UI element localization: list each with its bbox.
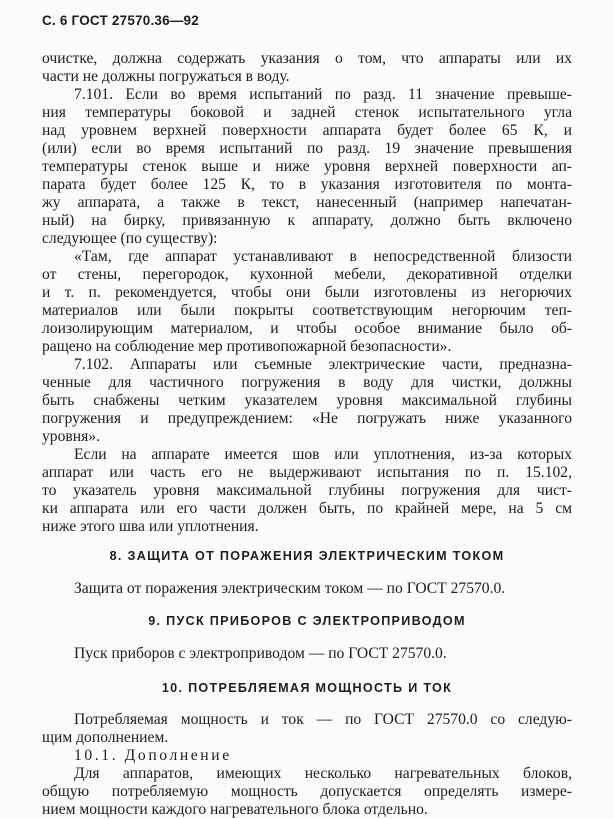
text-line: быть снабжены четким указателем уровня максимальной глубины — [42, 392, 572, 409]
section-heading-8: 8. ЗАЩИТА ОТ ПОРАЖЕНИЯ ЭЛЕКТРИЧЕСКИМ ТОКОМ — [109, 549, 505, 563]
text-line: ния температуры боковой и задней стенок испытательного угла — [42, 104, 572, 121]
text-line: (или) если во время испытаний по разд. 19 значение превышения — [42, 140, 572, 157]
page-number: С. 6 — [42, 13, 68, 28]
text-line: погружения и предупреждением: «Не погружать ниже указанного — [42, 410, 572, 427]
text-line: ниже этого шва или уплотнения. — [42, 518, 259, 535]
text-line: Пуск приборов с электроприводом — по ГОСТ 27570.0. — [74, 645, 447, 662]
text-line: следующее (по существу): — [42, 230, 218, 247]
text-line: 7.102. Аппараты или съемные электрические части, предназна- — [74, 356, 572, 373]
text-line: и т. п. рекомендуется, чтобы они были изготовлены из негорючих — [42, 284, 572, 301]
text-line: очистке, должна содержать указания о том, что аппараты или их — [42, 50, 572, 67]
section-heading-9: 9. ПУСК ПРИБОРОВ С ЭЛЕКТРОПРИВОДОМ — [148, 614, 466, 628]
text-line: Для аппаратов, имеющих несколько нагревательных блоков, — [74, 765, 572, 782]
text-line: ченные для частичного погружения в воду для чистки, должны — [42, 374, 572, 391]
text-line: «Там, где аппарат устанавливают в непосредственной близости — [74, 248, 572, 265]
text-line: Потребляемая мощность и ток — по ГОСТ 27570.0 со следую- — [74, 711, 572, 728]
subsection-title: 10.1. Дополнение — [74, 747, 232, 764]
text-line: материалов или были покрыты соответствующим негорючим теп- — [42, 302, 572, 319]
text-line: уровня». — [42, 428, 100, 445]
text-line: аппарат или часть его не выдерживают испытания по п. 15.102, — [42, 464, 572, 481]
text-line: части не должны погружаться в воду. — [42, 68, 290, 85]
text-line: от стены, перегородок, кухонной мебели, декоративной отделки — [42, 266, 572, 283]
text-line: парата будет более 125 К, то в указания изготовителя по монта- — [42, 176, 572, 193]
text-line: температуры стенок выше и ниже уровня верхней поверхности ап- — [42, 158, 572, 175]
text-line: то указатель уровня максимальной глубины погружения для чист- — [42, 482, 572, 499]
text-line: ки аппарата или его части должен быть, по крайней мере, на 5 см — [42, 500, 572, 517]
section-heading-10: 10. ПОТРЕБЛЯЕМАЯ МОЩНОСТЬ И ТОК — [161, 681, 453, 695]
text-line: общую потребляемую мощность допускается определять измере- — [42, 783, 572, 800]
text-line: ный) на бирку, привязанную к аппарату, должно быть включено — [42, 212, 572, 229]
text-line: нием мощности каждого нагревательного блока отдельно. — [42, 801, 428, 818]
text-line: щим дополнением. — [42, 729, 169, 746]
page-header — [42, 13, 199, 28]
text-line: над уровнем верхней поверхности аппарата будет более 65 К, и — [42, 122, 572, 139]
text-line: Если на аппарате имеется шов или уплотнения, из-за которых — [74, 446, 572, 463]
text-line: жу аппарата, а также в текст, нанесенный (например напечатан- — [42, 194, 572, 211]
text-line: 7.101. Если во время испытаний по разд. 11 значение превыше- — [74, 86, 572, 103]
standard-code: ГОСТ 27570.36—92 — [71, 13, 199, 28]
text-line: Защита от поражения электрическим током — по ГОСТ 27570.0. — [74, 580, 506, 597]
text-line: ращено на соблюдение мер противопожарной безопасности». — [42, 338, 452, 355]
text-line: лоизолирующим материалом, и чтобы особое внимание было об- — [42, 320, 572, 337]
